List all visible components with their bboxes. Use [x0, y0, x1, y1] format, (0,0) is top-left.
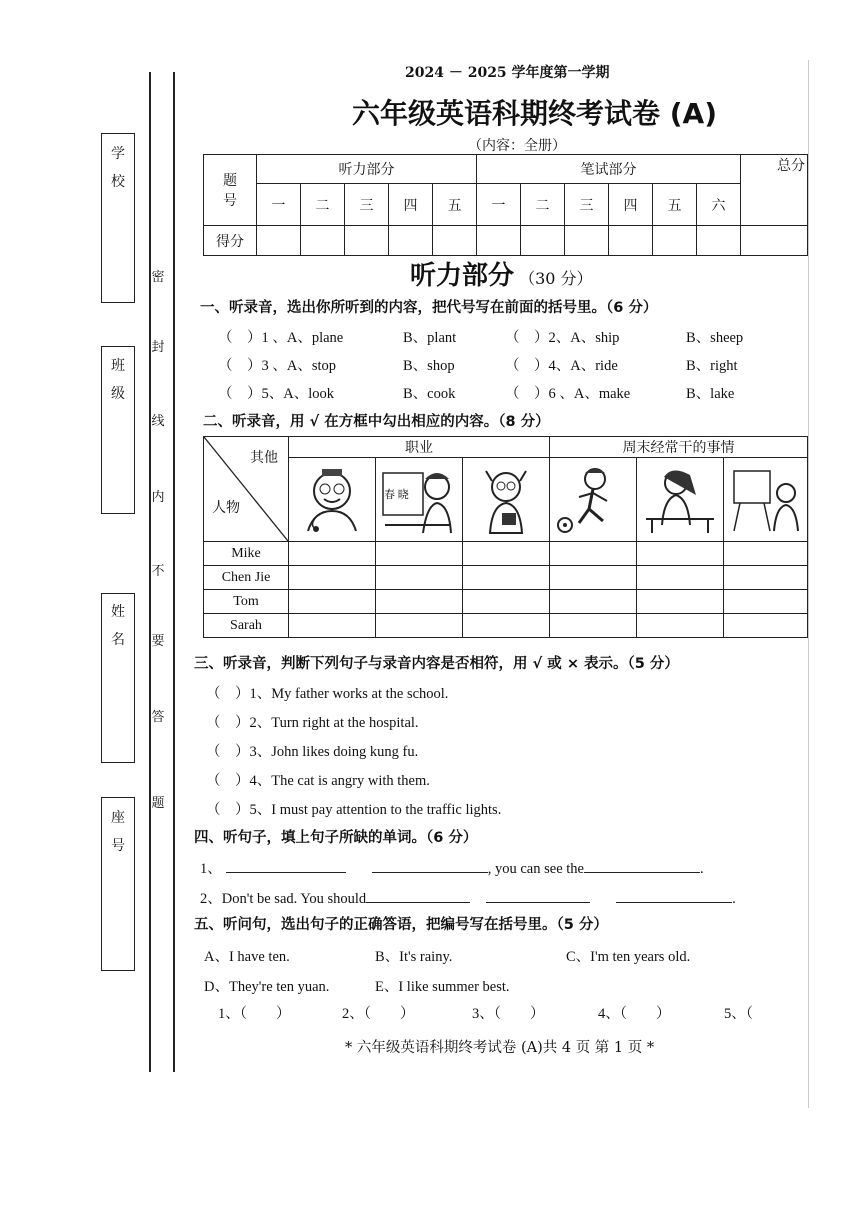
picture-painting	[724, 458, 808, 542]
s4-line-2	[200, 887, 736, 908]
s1-item: （ ）1 、A、plane	[218, 330, 344, 346]
check-cell[interactable]	[724, 614, 808, 638]
doctor-icon	[294, 465, 370, 535]
s5-answer[interactable]: 4、（ ）	[598, 1006, 671, 1022]
check-cell[interactable]	[550, 590, 637, 614]
part-title	[410, 255, 593, 292]
writing-col: 二	[521, 184, 565, 226]
score-table	[203, 154, 808, 256]
check-cell[interactable]	[289, 590, 376, 614]
score-cell[interactable]	[697, 226, 741, 256]
corner-top-label: 其他	[250, 450, 278, 466]
listening-col: 一	[257, 184, 301, 226]
page-subtitle: （内容：全册）	[468, 138, 566, 154]
s3-item: （ ）4、The cat is angry with them.	[206, 773, 430, 789]
corner-bottom: 号	[223, 193, 237, 209]
part-title-main: 听力部分	[410, 261, 515, 291]
check-cell[interactable]	[550, 542, 637, 566]
class-label-1: 班	[111, 358, 125, 374]
s1-item: （ ）6 、A、make	[505, 386, 631, 402]
s5-answer[interactable]: 5、（	[724, 1006, 753, 1022]
s4-heading: 四、听句子，填上句子所缺的单词。（6 分）	[194, 830, 478, 846]
s5-option: C、I'm ten years old.	[566, 949, 691, 965]
s1-item: （ ）5、A、look	[218, 386, 334, 402]
score-cell[interactable]	[389, 226, 433, 256]
answer-blank[interactable]	[366, 888, 470, 903]
picture-scientist	[463, 458, 550, 542]
group-occupation: 职业	[289, 437, 550, 458]
page-title: 六年级英语科期终考试卷 (A)	[352, 97, 718, 130]
s1-item: B、lake	[686, 386, 735, 402]
check-cell[interactable]	[637, 614, 724, 638]
painting-icon	[728, 465, 804, 535]
person-name: Mike	[204, 542, 289, 566]
school-label-1: 学	[111, 146, 125, 162]
corner-bottom-label: 人物	[212, 500, 240, 516]
check-cell[interactable]	[637, 590, 724, 614]
score-cell[interactable]	[609, 226, 653, 256]
margin-line-right	[173, 72, 175, 1072]
answer-blank[interactable]	[372, 858, 488, 873]
s4-l1-num: 1、	[200, 861, 222, 877]
class-label-2: 级	[111, 386, 125, 402]
blackboard-text: 春 晓	[384, 489, 409, 501]
picture-football	[550, 458, 637, 542]
score-cell[interactable]	[521, 226, 565, 256]
s4-line-1	[200, 857, 704, 878]
s1-item: B、right	[686, 358, 738, 374]
check-cell[interactable]	[376, 614, 463, 638]
score-cell[interactable]	[477, 226, 521, 256]
score-corner	[204, 155, 257, 226]
s1-item: （ ）4、A、ride	[505, 358, 618, 374]
seal-char: 内	[151, 490, 165, 505]
score-cell[interactable]	[433, 226, 477, 256]
s4-l2-end: .	[732, 891, 736, 907]
seal-char: 答	[151, 710, 165, 725]
check-cell[interactable]	[637, 566, 724, 590]
check-cell[interactable]	[289, 542, 376, 566]
writing-col: 四	[609, 184, 653, 226]
s2-table	[203, 436, 808, 638]
listening-col: 三	[345, 184, 389, 226]
school-year: 2024 － 2025 学年度第一学期	[405, 65, 610, 81]
seal-char: 题	[151, 796, 165, 811]
s5-option: E、I like summer best.	[375, 979, 510, 995]
check-cell[interactable]	[724, 542, 808, 566]
answer-blank[interactable]	[226, 858, 346, 873]
writing-col: 五	[653, 184, 697, 226]
check-cell[interactable]	[376, 566, 463, 590]
check-cell[interactable]	[637, 542, 724, 566]
score-cell[interactable]	[345, 226, 389, 256]
s5-option: D、They're ten yuan.	[204, 979, 330, 995]
person-name: Tom	[204, 590, 289, 614]
name-label-1: 姓	[111, 604, 125, 620]
score-cell[interactable]	[565, 226, 609, 256]
listening-col: 二	[301, 184, 345, 226]
s5-answer[interactable]: 3、（ ）	[472, 1006, 545, 1022]
s3-item: （ ）3、John likes doing kung fu.	[206, 744, 419, 760]
listening-col: 五	[433, 184, 477, 226]
s5-option: A、I have ten.	[204, 949, 290, 965]
s2-corner	[204, 437, 289, 542]
s4-l1-mid: , you can see the	[487, 861, 584, 877]
check-cell[interactable]	[724, 566, 808, 590]
group-weekend: 周末经常干的事情	[550, 437, 808, 458]
s5-answer[interactable]: 2、（ ）	[342, 1006, 415, 1022]
s5-answer[interactable]: 1、（ ）	[218, 1006, 291, 1022]
writing-col: 六	[697, 184, 741, 226]
s3-heading: 三、听录音，判断下列句子与录音内容是否相符，用 √ 或 × 表示。（5 分）	[194, 656, 679, 672]
corner-top: 题	[223, 173, 237, 189]
check-cell[interactable]	[289, 614, 376, 638]
seal-char: 要	[151, 634, 165, 649]
check-cell[interactable]	[463, 590, 550, 614]
score-label: 得分	[204, 226, 257, 256]
picture-teacher	[376, 458, 463, 542]
s5-option: B、It's rainy.	[375, 949, 453, 965]
s1-item: B、cook	[403, 386, 456, 402]
listening-header: 听力部分	[257, 155, 477, 184]
listening-col: 四	[389, 184, 433, 226]
score-cell[interactable]	[741, 226, 808, 256]
s1-item: （ ）2、A、ship	[505, 330, 620, 346]
part-title-points: （30 分）	[519, 269, 593, 288]
page-edge	[808, 60, 809, 1108]
s1-item: B、shop	[403, 358, 455, 374]
picture-doctor	[289, 458, 376, 542]
s1-item: B、sheep	[686, 330, 744, 346]
answer-blank[interactable]	[616, 888, 732, 903]
scientist-icon	[468, 465, 544, 535]
name-label-2: 名	[111, 632, 125, 648]
writing-col: 一	[477, 184, 521, 226]
writing-header: 笔试部分	[477, 155, 741, 184]
s3-item: （ ）1、My father works at the school.	[206, 686, 449, 702]
seal-char: 不	[151, 564, 165, 579]
s1-item: B、plant	[403, 330, 457, 346]
s4-l1-end: .	[699, 861, 704, 877]
s3-item: （ ）5、I must pay attention to the traffic lights.	[206, 802, 502, 818]
s2-heading: 二、听录音，用 √ 在方框中勾出相应的内容。（8 分）	[203, 414, 550, 430]
person-name: Sarah	[204, 614, 289, 638]
seal-char: 封	[151, 340, 165, 355]
drawing-icon	[642, 465, 718, 535]
picture-drawing	[637, 458, 724, 542]
answer-blank[interactable]	[584, 858, 700, 873]
school-label-2: 校	[111, 174, 125, 190]
check-cell[interactable]	[376, 542, 463, 566]
seal-char: 线	[151, 414, 165, 429]
check-cell[interactable]	[724, 590, 808, 614]
score-cell[interactable]	[301, 226, 345, 256]
writing-col: 三	[565, 184, 609, 226]
check-cell[interactable]	[463, 614, 550, 638]
check-cell[interactable]	[550, 566, 637, 590]
score-cell[interactable]	[653, 226, 697, 256]
score-cell[interactable]	[257, 226, 301, 256]
check-cell[interactable]	[463, 566, 550, 590]
person-name: Chen Jie	[204, 566, 289, 590]
seal-char: 密	[151, 270, 165, 285]
answer-blank[interactable]	[486, 888, 590, 903]
s4-l2-start: 2、Don't be sad. You should	[200, 891, 367, 907]
seat-label-2: 号	[111, 838, 125, 854]
s1-heading: 一、听录音，选出你所听到的内容，把代号写在前面的括号里。（6 分）	[200, 300, 658, 316]
total-header: 总分	[741, 155, 808, 226]
check-cell[interactable]	[376, 590, 463, 614]
check-cell[interactable]	[550, 614, 637, 638]
check-cell[interactable]	[289, 566, 376, 590]
football-icon	[555, 465, 631, 535]
seat-label-1: 座	[111, 810, 125, 826]
check-cell[interactable]	[463, 542, 550, 566]
s1-item: （ ）3 、A、stop	[218, 358, 337, 374]
s3-item: （ ）2、Turn right at the hospital.	[206, 715, 419, 731]
s5-heading: 五、听问句，选出句子的正确答语，把编号写在括号里。（5 分）	[194, 917, 608, 933]
page-footer: * 六年级英语科期终考试卷 (A)共 4 页 第 1 页 *	[345, 1040, 655, 1056]
